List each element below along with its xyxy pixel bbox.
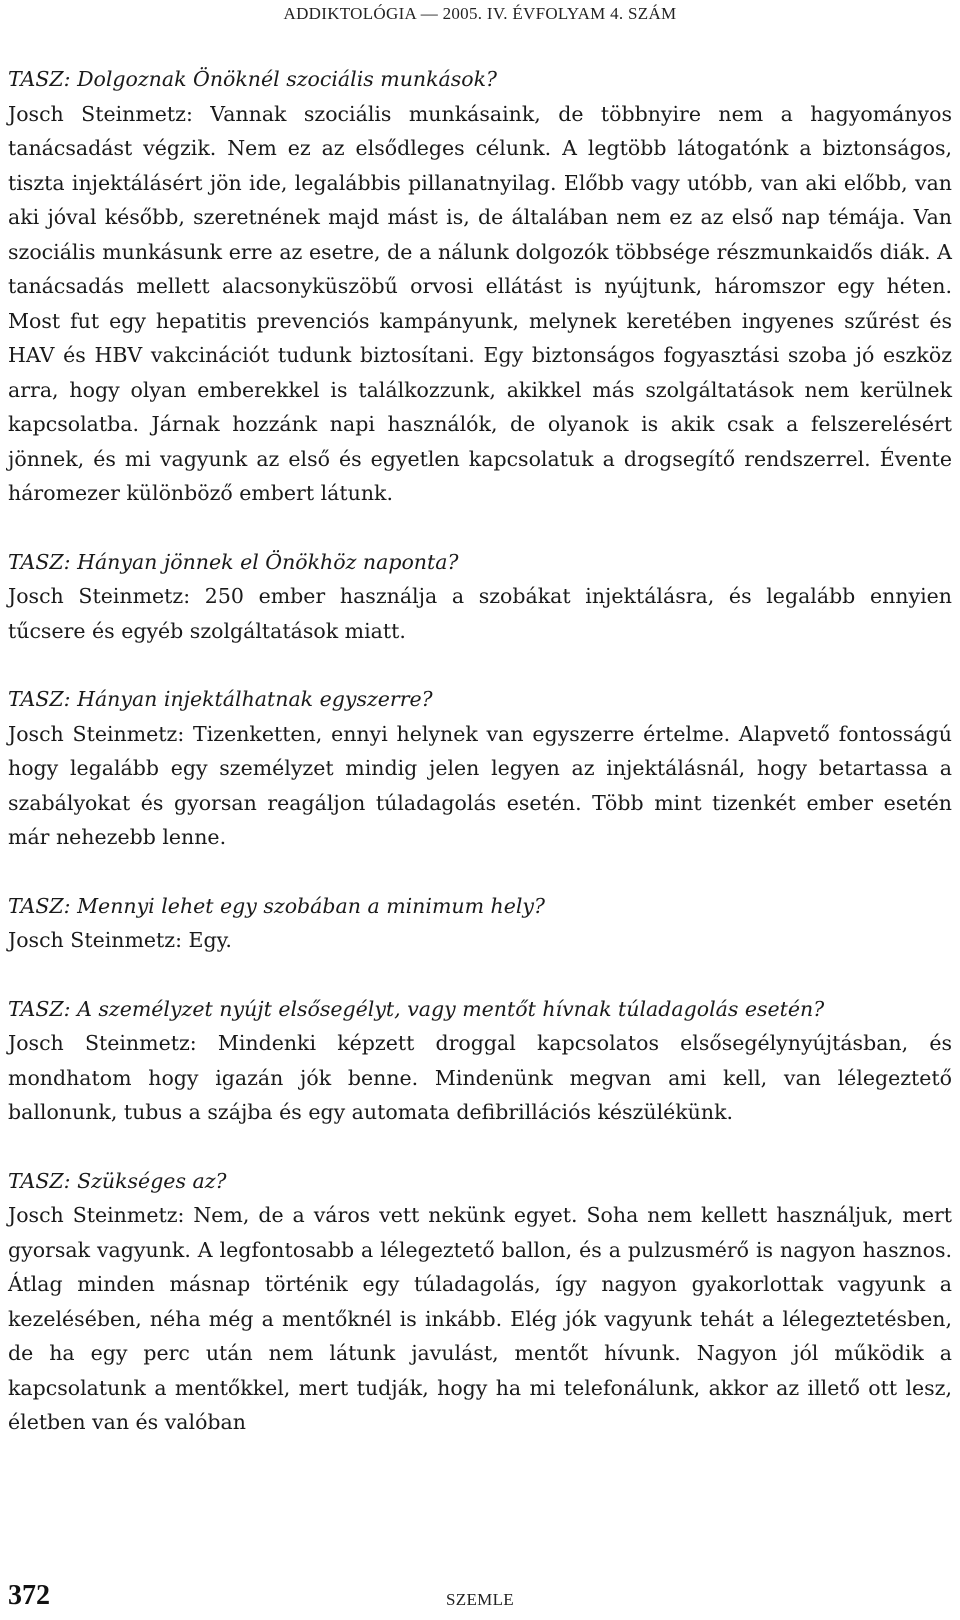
answer: Josch Steinmetz: Egy. xyxy=(8,928,232,952)
running-header: ADDIKTOLÓGIA — 2005. IV. ÉVFOLYAM 4. SZÁM xyxy=(283,4,677,23)
section-label: SZEMLE xyxy=(446,1590,514,1609)
page-number: 372 xyxy=(8,1580,50,1611)
question: TASZ: Dolgoznak Önöknél szociális munkások? xyxy=(8,67,498,91)
question: TASZ: Szükséges az? xyxy=(8,1168,227,1193)
question: TASZ: Hányan injektálhatnak egyszerre? xyxy=(8,687,433,711)
qa-block-szukseges xyxy=(8,1164,952,1440)
qa-block-egyszerre xyxy=(8,682,952,855)
question: TASZ: Hányan jönnek el Önökhöz naponta? xyxy=(8,549,459,574)
answer: Josch Steinmetz: Tizenketten, ennyi helynek van egyszerre értelme. Alapvető fontosságú hogy legalább egy személyzet mindig jelen legyen az injektálásnál, hogy betartassa a szabályokat és gyorsan reagáljon túladagolás esetén. Több mint tizenkét ember esetén már nehezebb lenne. xyxy=(8,721,952,849)
qa-block-naponta xyxy=(8,545,952,649)
qa-block-minimum-hely xyxy=(8,889,952,958)
answer: Josch Steinmetz: Mindenki képzett droggal kapcsolatos elsősegélynyújtásban, és mondhatom hogy igazán jók benne. Mindenünk megvan ami kell, van lélegeztető ballonunk, tubus a szájba és egy automata defibrillációs készülékünk. xyxy=(8,1031,952,1124)
question: TASZ: A személyzet nyújt elsősegélyt, vagy mentőt hívnak túladagolás esetén? xyxy=(8,996,825,1021)
question: TASZ: Mennyi lehet egy szobában a minimum hely? xyxy=(8,893,546,918)
qa-block-dolgozok xyxy=(8,62,952,511)
answer: Josch Steinmetz: Vannak szociális munkásaink, de többnyire nem a hagyományos tanácsadást végzik. Nem ez az elsődleges célunk. A legtöbb látogatónk a biztonságos, tiszta injektálásért jön ide, legalábbis pillanatnyilag. Előbb vagy utóbb, van aki előbb, van aki jóval később, szeretnének majd mást is, de általában nem ez az első nap témája. Van szociális munkásunk erre az esetre, de a nálunk dolgozók többsége részmunkaidős diák. A tanácsadás mellett alacsonyküszöbű orvosi ellátást is nyújtunk, háromszor egy héten. Most fut egy hepatitis prevenciós kampányunk, melynek keretében ingyenes szűrést és HAV és HBV vakcinációt tudunk biztosítani. Egy biztonságos fogyasztási szoba jó eszköz arra, hogy olyan emberekkel is találkozzunk, akikkel más szolgáltatások nem kerülnek kapcsolatba. Járnak hozzánk napi használók, de olyanok is akik csak a felszerelésért jönnek, és mi vagyunk az első és egyetlen kapcsolatuk a drogsegítő rendszerrel. Évente háromezer különböző embert látunk. xyxy=(8,101,952,505)
answer: Josch Steinmetz: Nem, de a város vett nekünk egyet. Soha nem kellett használjuk, mert gyorsak vagyunk. A legfontosabb a lélegeztető ballon, és a pulzusmérő is nagyon hasznos. Átlag minden másnap történik egy túladagolás, így nagyon gyakorlottak vagyunk a kezelésében, néha még a mentőknél is inkább. Elég jók vagyunk tehát a lélegeztetésben, de ha egy perc után nem látunk javulást, mentőt hívunk. Nagyon jól működik a kapcsolatunk a mentőkkel, mert tudják, hogy ha mi telefonálunk, akkor az illető ott lesz, életben van és valóban xyxy=(8,1203,952,1434)
qa-block-elsosegely xyxy=(8,992,952,1130)
answer: Josch Steinmetz: 250 ember használja a szobákat injektálásra, és legalább ennyien tűcsere és egyéb szolgáltatások miatt. xyxy=(8,584,952,643)
interview-body xyxy=(8,62,952,1474)
